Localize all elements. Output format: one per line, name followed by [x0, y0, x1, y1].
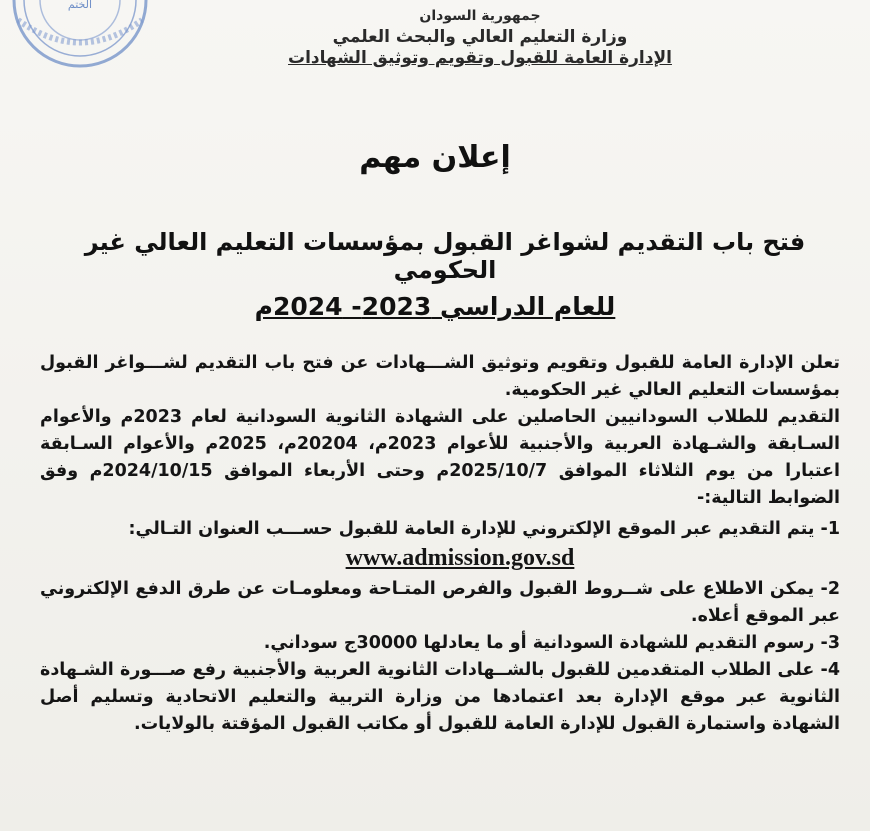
- conditions-list: [40, 516, 840, 738]
- eligibility-paragraph: التقديم للطلاب السودانيين الحاصلين على الشهادة الثانوية السودانية لعام 2023م والأعوام السـابقة والشـهادة العربية والأجنبية للأعوام 2023م، 20204م، 2025م والأعوام السـابقة اعتبارا من يوم الثلاثاء الموافق 2025/10/7م وحتى الأربعاء الموافق 2024/10/15م وفق الضوابط التالية:-: [40, 407, 840, 508]
- ministry-seal-icon: [0, 0, 173, 70]
- country-name: جمهورية السودان: [419, 8, 541, 24]
- list-item: [40, 516, 840, 572]
- announcement-title: إعلان مهم: [359, 140, 511, 175]
- announcement-subtitle: فتح باب التقديم لشواغر القبول بمؤسسات التعليم العالي غير الحكومي: [84, 228, 806, 284]
- condition-1: 1- يتم التقديم عبر الموقع الإلكتروني للإدارة العامة للقبول حســـب العنوان التـالي:: [128, 519, 840, 539]
- announcement-body: [40, 350, 840, 738]
- letterhead: [250, 6, 710, 69]
- list-item: 3- رسوم التقديم للشهادة السودانية أو ما يعادلها 30000ج سوداني.: [263, 633, 840, 653]
- academic-year: للعام الدراسي 2023- 2024م: [254, 292, 616, 321]
- intro-paragraph: تعلن الإدارة العامة للقبول وتقويم وتوثيق الشـــهادات عن فتح باب التقديم لشـــواغر القبول بمؤسسات التعليم العالي غير الحكومية.: [40, 353, 840, 400]
- seal-text: الختم: [67, 0, 93, 11]
- list-item: 2- يمكن الاطلاع على شــروط القبول والفرص المتـاحة ومعلومـات عن طرق الدفع الإلكتروني عبر الموقع أعلاه.: [40, 579, 840, 626]
- department-name: الإدارة العامة للقبول وتقويم وتوثيق الشهادات: [288, 48, 672, 68]
- list-item: 4- على الطلاب المتقدمين للقبول بالشــهادات الثانوية العربية والأجنبية رفع صـــورة الشـهادة الثانوية عبر موقع الإدارة بعد اعتمادها من وزارة التربية والتعليم الاتحادية وتسليم أصل الشهادة واستمارة القبول للإدارة العامة للقبول أو مكاتب القبول المؤقتة بالولايات.: [40, 660, 840, 734]
- ministry-name: وزارة التعليم العالي والبحث العلمي: [332, 27, 628, 47]
- admission-website-link[interactable]: www.admission.gov.sd: [345, 545, 575, 571]
